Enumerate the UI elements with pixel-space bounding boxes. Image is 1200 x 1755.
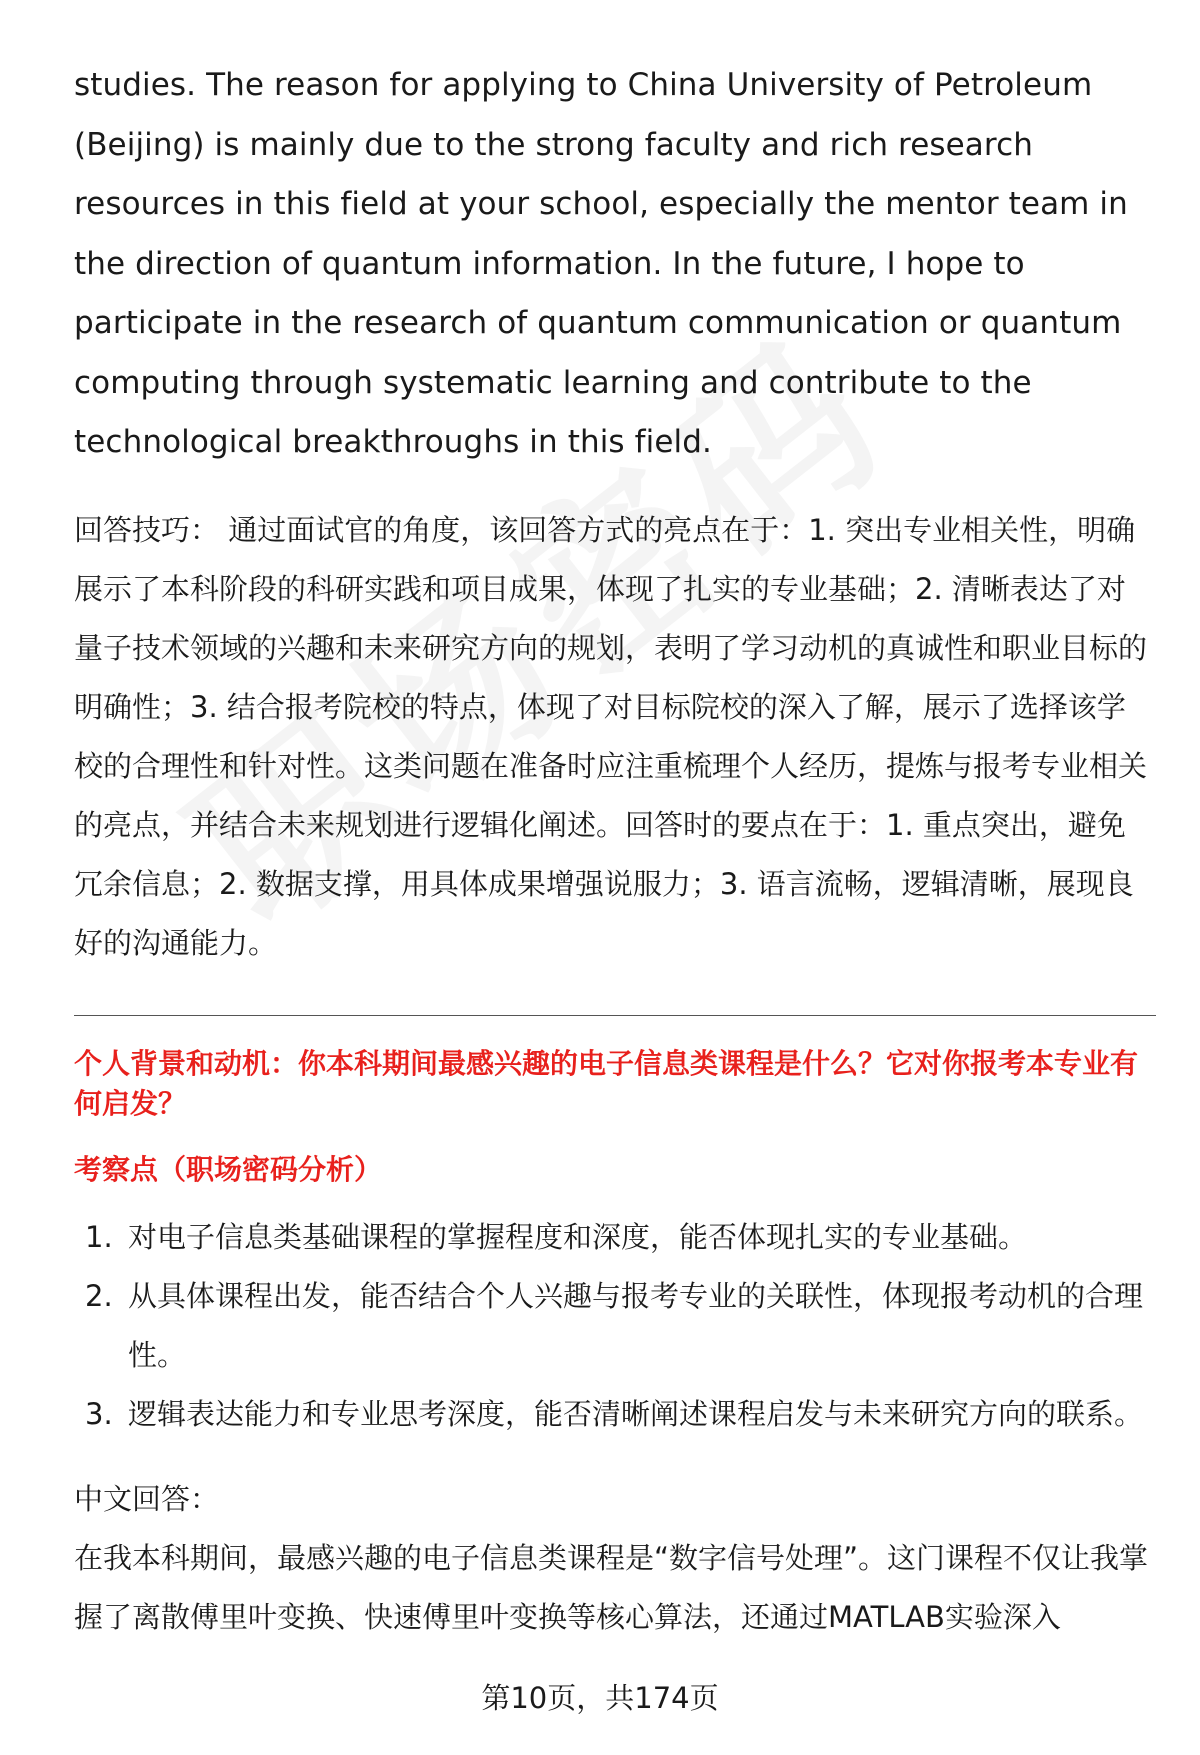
- list-item-text: 逻辑表达能力和专业思考深度，能否清晰阐述课程启发与未来研究方向的联系。: [128, 1396, 1144, 1431]
- list-item: [74, 1208, 1154, 1267]
- list-item-number: 2.: [85, 1278, 113, 1313]
- chinese-answer-paragraph: 在我本科期间，最感兴趣的电子信息类课程是“数字信号处理”。这门课程不仅让我掌握了离散傅里叶变换、快速傅里叶变换等核心算法，还通过MATLAB实验深入: [74, 1540, 1149, 1634]
- list-item-number: 3.: [85, 1396, 113, 1431]
- assessment-title: 考察点（职场密码分析）: [74, 1152, 383, 1186]
- assessment-points-list: [74, 1208, 1154, 1444]
- list-item-text: 从具体课程出发，能否结合个人兴趣与报考专业的关联性，体现报考动机的合理性。: [128, 1278, 1144, 1372]
- question-heading: 个人背景和动机：你本科期间最感兴趣的电子信息类课程是什么？它对你报考本专业有何启发？: [74, 1046, 1139, 1120]
- list-item-number: 1.: [85, 1219, 113, 1254]
- answer-tips-paragraph: 回答技巧： 通过面试官的角度，该回答方式的亮点在于：1. 突出专业相关性，明确展示了本科阶段的科研实践和项目成果，体现了扎实的专业基础；2. 清晰表达了对量子技术领域的兴趣和未来研究方向的规划，表明了学习动机的真诚性和职业目标的明确性；3. 结合报考院校的特点，体现了对目标院校的深入了解，展示了选择该学校的合理性和针对性。这类问题在准备时应注重梳理个人经历，提炼与报考专业相关的亮点，并结合未来规划进行逻辑化阐述。回答时的要点在于：1. 重点突出，避免冗余信息；2. 数据支撑，用具体成果增强说服力；3. 语言流畅，逻辑清晰，展现良好的沟通能力。: [74, 512, 1148, 960]
- document-page: [74, 56, 1154, 1647]
- page-footer: 第10页，共174页: [481, 1681, 719, 1715]
- list-item: [74, 1385, 1154, 1444]
- section-divider: [74, 1015, 1156, 1016]
- chinese-answer-label: 中文回答：: [74, 1481, 220, 1516]
- english-answer-paragraph: studies. The reason for applying to China University of Petroleum (Beijing) is mainly due to the strong faculty and rich research resources in this field at your school, especially the mentor team in the direction of quantum information. In the future, I hope to participate in the research of quantum communication or quantum computing through systematic learning and contribute to the technological breakthroughs in this field.: [74, 67, 1128, 460]
- list-item: [74, 1267, 1154, 1385]
- list-item-text: 对电子信息类基础课程的掌握程度和深度，能否体现扎实的专业基础。: [128, 1219, 1028, 1254]
